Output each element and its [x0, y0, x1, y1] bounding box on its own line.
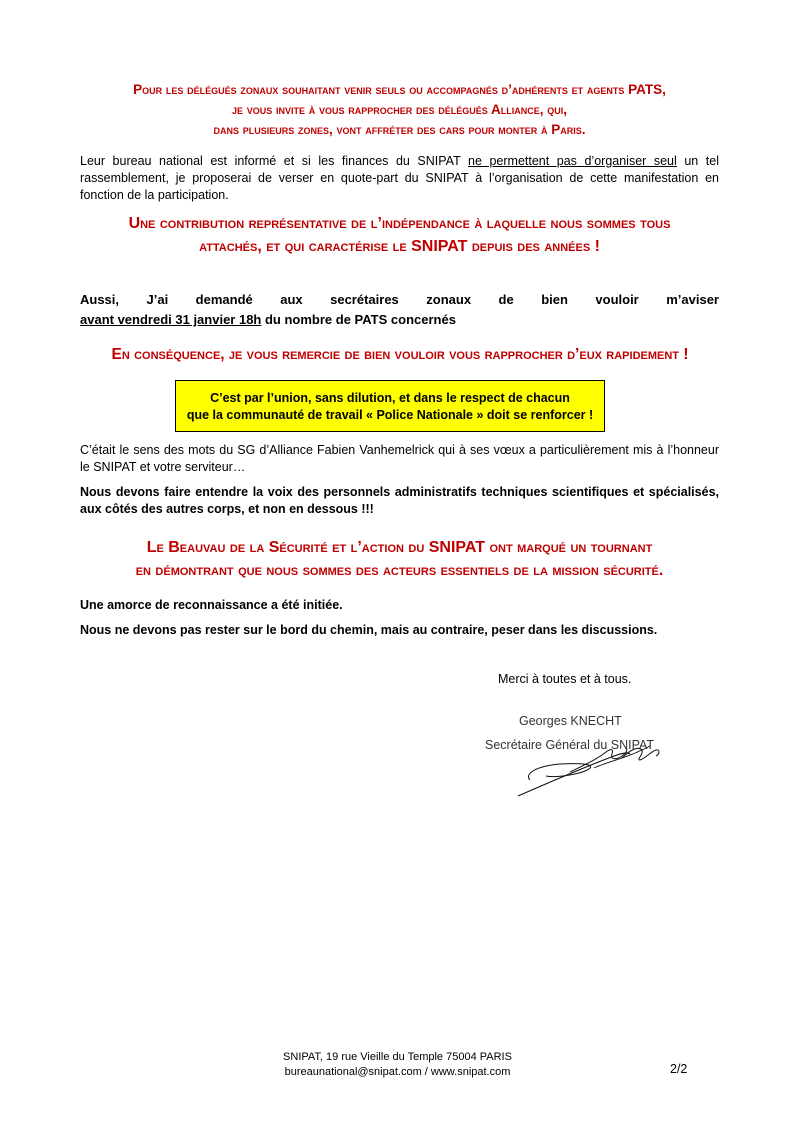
page-number: 2/2 [670, 1062, 688, 1076]
handwritten-signature [510, 738, 670, 800]
intro-line-3: dans plusieurs zones, vont affréter des cars pour monter à Paris. [213, 122, 586, 137]
paragraph-recognition: Une amorce de reconnaissance a été initiée. [80, 598, 343, 612]
intro-line-1: Pour les délégués zonaux souhaitant venir seuls ou accompagnés d’adhérents et agents [133, 82, 629, 97]
paragraph-request: Aussi, J’ai demandé aux secrétaires zonaux de bien vouloir m’aviser avant vendredi 31 janvier 18h du nombre de PATS concernés [80, 292, 719, 327]
intro-pats: PATS, [628, 82, 666, 97]
intro-line-2: je vous invite à vous rapprocher des délégués Alliance, qui, [231, 102, 568, 117]
deadline: avant vendredi 31 janvier 18h [80, 312, 262, 327]
highlight-box: C’est par l’union, sans dilution, et dans le respect de chacun que la communauté de travail « Police Nationale » doit se renforcer ! [175, 380, 605, 432]
consequence-heading: En conséquence, je vous remercie de bien vouloir vous rapprocher d’eux rapidement ! [111, 346, 689, 363]
footer [200, 1050, 595, 1080]
signatory-title: Secrétaire Général du SNIPAT [485, 738, 655, 752]
paragraph-alliance: C’était le sens des mots du SG d’Alliance Fabien Vanhemelrick qui à ses vœux a particulièrement mis à l’honneur le SNIPAT et votre serviteur… [80, 443, 719, 474]
footer-contact: bureaunational@snipat.com / www.snipat.com [284, 1066, 511, 1078]
intro-notice [80, 80, 719, 140]
contribution-heading: Une contribution représentative de l’indépendance à laquelle nous sommes tous attachés, et qui caractérise le SNIPAT depuis des années ! [128, 215, 671, 255]
paragraph-finances: Leur bureau national est informé et si les finances du SNIPAT ne permettent pas d’organiser seul un tel rassemblement, je proposerai de verser en quote-part du SNIPAT à l’organisation de cette manifestation en fonction de la participation. [80, 154, 719, 202]
footer-address: SNIPAT, 19 rue Vieille du Temple 75004 PARIS [283, 1051, 512, 1063]
signatory-name: Georges KNECHT [519, 714, 622, 728]
beauvau-heading: Le Beauvau de la Sécurité et l’action du SNIPAT ont marqué un tournant en démontrant que nous sommes des acteurs essentiels de la mission sécurité. [135, 539, 664, 579]
paragraph-voice: Nous devons faire entendre la voix des personnels administratifs techniques scientifiques et spécialisés, aux côtés des autres corps, et non en dessous !!! [80, 485, 719, 516]
closing-line: Merci à toutes et à tous. [498, 672, 632, 686]
paragraph-discussions: Nous ne devons pas rester sur le bord du chemin, mais au contraire, peser dans les discussions. [80, 623, 658, 637]
underlined-phrase: ne permettent pas d’organiser seul [468, 154, 677, 168]
